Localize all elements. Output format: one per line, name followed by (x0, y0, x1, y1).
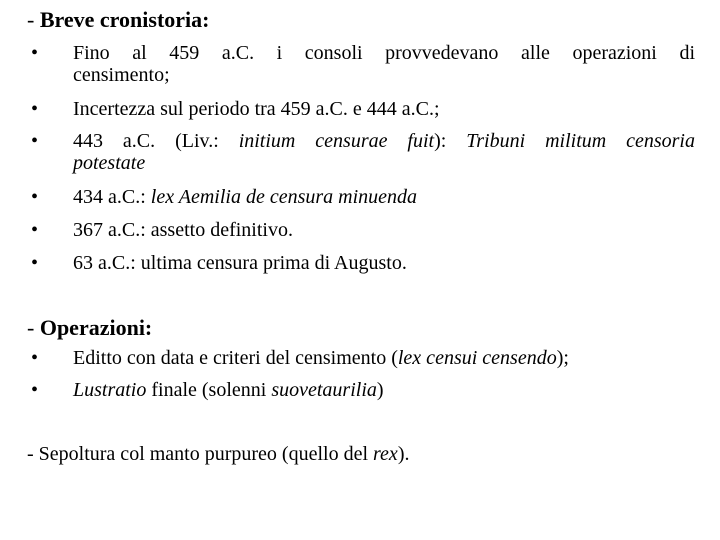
list-item: Editto con data e criteri del censimento (lex censui censendo); (73, 347, 569, 369)
section-heading-operazioni: - Operazioni: (27, 315, 153, 340)
bullet-icon: • (31, 219, 39, 241)
bullet-icon: • (31, 186, 39, 208)
bullet-icon: • (31, 347, 39, 369)
bullet-icon: • (31, 98, 39, 120)
list-item: 434 a.C.: lex Aemilia de censura minuenda (73, 186, 418, 208)
list-item: 63 a.C.: ultima censura prima di Augusto. (73, 252, 407, 274)
closing-line: - Sepoltura col manto purpureo (quello del rex). (27, 443, 410, 465)
list-item: 443 a.C. (Liv.: initium censurae fuit): Tribuni militum censoria potestate (73, 130, 695, 174)
bullet-icon: • (31, 42, 39, 64)
bullet-icon: • (31, 130, 39, 152)
list-item: Lustratio finale (solenni suovetaurilia) (73, 379, 384, 401)
section-title: Breve cronistoria: (39, 7, 210, 32)
list-item: Incertezza sul periodo tra 459 a.C. e 444 a.C.; (73, 98, 440, 120)
section-heading-breve-cronistoria: - Breve cronistoria: (27, 7, 210, 32)
section-title: Operazioni: (39, 315, 153, 340)
list-item: 367 a.C.: assetto definitivo. (73, 219, 293, 241)
bullet-icon: • (31, 379, 39, 401)
list-item: Fino al 459 a.C. i consoli provvedevano alle operazioni di censimento; (73, 42, 695, 86)
bullet-icon: • (31, 252, 39, 274)
